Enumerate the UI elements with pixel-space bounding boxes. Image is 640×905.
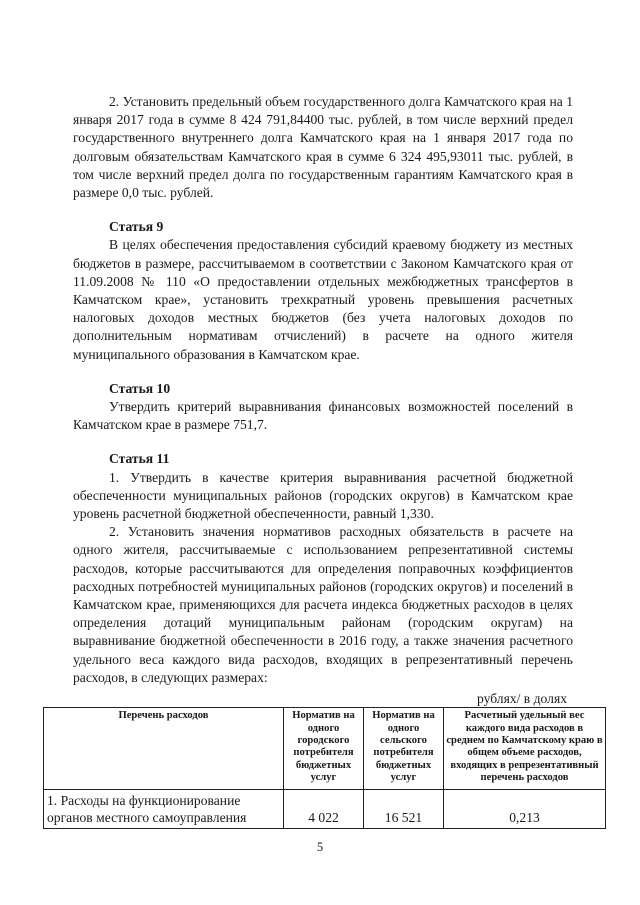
- article11-heading: Статья 11: [109, 451, 170, 467]
- article10-text: Утвердить критерий выравнивания финансовых возможностей поселений в Камчатском крае в размере 751,7.: [73, 399, 573, 433]
- header-rural-norm: Норматив на одного сельского потребителя бюджетных услуг: [364, 708, 444, 789]
- cell-urban-value: 4 022: [284, 789, 364, 828]
- cell-rural-value: 16 521: [364, 789, 444, 828]
- header-expense-list: Перечень расходов: [44, 708, 284, 789]
- unit-note: рублях/ в долях: [476, 691, 567, 707]
- article11-item1: 1. Утвердить в качестве критерия выравнивания расчетной бюджетной обеспеченности муниципальных районов (городских округов) в Камчатском крае уровень расчетной бюджетной обеспеченности, равный 1,330.: [73, 469, 573, 522]
- table-row: [44, 789, 606, 828]
- cell-expense-name: 1. Расходы на функционирование органов местного самоуправления: [44, 789, 284, 828]
- article9-heading: Статья 9: [109, 219, 164, 235]
- header-urban-norm: Норматив на одного городского потребителя бюджетных услуг: [284, 708, 364, 789]
- article9-text: В целях обеспечения предоставления субсидий краевому бюджету из местных бюджетов в размере, рассчитываемом в соответствии с Законом Камчатского края от 11.09.2008 № 110 «О предоставлении отдельных межбюджетных трансфертов в Камчатском крае», установить трехкратный уровень превышения расчетных налоговых доходов местных бюджетов (без учета налоговых доходов по дополнительным нормативам отчислений) в расчете на одного жителя муниципального образования в Камчатском крае.: [73, 237, 573, 362]
- header-share: Расчетный удельный вес каждого вида расходов в среднем по Камчатскому краю в общем объеме расходов, входящих в репрезентативный перечень расходов: [444, 708, 606, 789]
- article10-heading: Статья 10: [109, 380, 171, 396]
- article11-item2: 2. Установить значения нормативов расходных обязательств в расчете на одного жителя, рассчитываемые с использованием репрезентативной системы расходов, которые рассчитываются для определения поправочных коэффициентов расходных потребностей муниципальных районов (городских округов) и поселений в Камчатском крае, применяющихся для расчета индекса бюджетных расходов в целях определения дотаций муниципальным районам (городским округам) на выравнивание бюджетной обеспеченности в 2016 году, а также значения расчетного удельного веса каждого вида расходов, входящих в репрезентативный перечень расходов, в следующих размерах:: [73, 524, 573, 685]
- document-page: [47, 93, 603, 829]
- cell-share-value: 0,213: [444, 789, 606, 828]
- table-header-row: [44, 708, 606, 789]
- page-number: 5: [316, 840, 324, 854]
- expenses-table: [43, 707, 606, 828]
- paragraph-article8-item2: 2. Установить предельный объем государственного долга Камчатского края на 1 января 2017 года в сумме 8 424 791,84400 тыс. рублей, в том числе верхний предел государственного внутреннего долга Камчатского края на 1 января 2017 года по долговым обязательствам Камчатского края в сумме 6 324 495,93011 тыс. рублей, в том числе верхний предел долга по государственным гарантиям Камчатского края в размере 0,0 тыс. рублей.: [73, 94, 573, 201]
